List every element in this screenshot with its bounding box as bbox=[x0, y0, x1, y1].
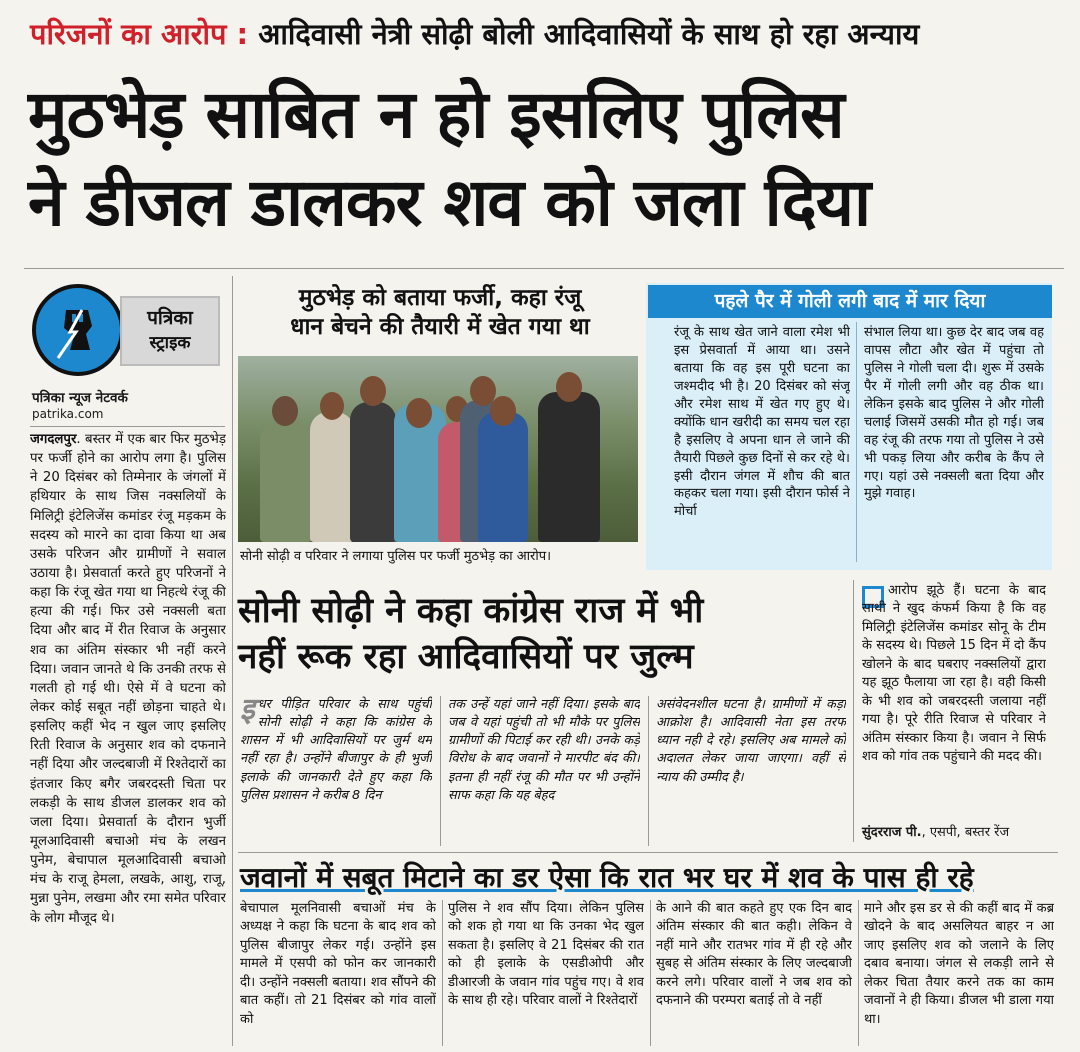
bottom-story-col-2: पुलिस ने शव सौंप दिया। लेकिन पुलिस को शक हो गया था कि उनका भेद खुल सकता है। इसलिए वे 21 दिसंबर की रात को ही इलाके के एसडीओपी और डीआरजी के जवान गांव पहुंच गए। वे शव के साथ ही रहे। परिवार वालों ने रिश्तेदारों bbox=[448, 901, 644, 1009]
sp-quote-attribution bbox=[862, 822, 1009, 840]
logo-text-1: पत्रिका bbox=[147, 307, 193, 329]
person-figure bbox=[350, 402, 396, 542]
person-head bbox=[406, 398, 432, 428]
sidebar-box-heading: पहले पैर में गोली लगी बाद में मार दिया bbox=[648, 285, 1052, 318]
column-divider bbox=[858, 900, 859, 1046]
person-figure bbox=[478, 412, 528, 542]
left-column-article bbox=[30, 430, 226, 1050]
soni-story-col-2: तक उन्हें यहां जाने नहीं दिया। इसके बाद जब वे यहां पहुंची तो भी मौके पर पुलिस ग्रामीणों की पिटाई कर रही थी। उनके कड़े विरोध के बाद जवानों ने मारपीट बंद की। इतना ही नहीं रंजू की मौत पर भी उन्होंने साफ कहा कि यह बेहद bbox=[448, 697, 640, 803]
left-column-body: . बस्तर में एक बार फिर मुठभेड़ पर फर्जी होने का आरोप लगा है। पुलिस ने 20 दिसंबर को तिम्मेनार के जंगलों में हथियार के साथ जिस नक्सलियों के मिलिट्री इंटेलिजेंस कमांडर रंजू मड़कम के सदस्य को मारने का दावा किया था अब उसके परिजन और ग्रामीणों ने सवाल उठाया है। प्रेसवार्ता करते हुए परिजनों ने कहा कि रंजू खेत गया था निहत्थे रंजू की हत्या की गई। फिर उसे नक्सली बता दिया और बाद में रीत रिवाज के अनुसार शव का अंतिम संस्कार भी नहीं करने दिया। जवान जानते थे कि उनकी तरफ से गलती हो गई थी। ऐसे में वे घटना को लेकर कोई सबूत नहीं छोड़ना चाहते थे। इसलिए कहीं भेद न खुल जाए इसलिए रिती रिवाज के अनुसार शव को दफनाने नहीं दिया और जल्दबाजी में रिश्तेदारों का इंतजार किए बगैर जबरदस्ती चिता पर लकड़ी के साथ डीजल डालकर शव को जला दिया। प्रेसवार्ता के दौरान भुर्जी मूलआदिवासी बचाओ मंच के लखन पुनेम, बेचापाल मूलआदिवासी बचाओ मंच के राजू हेमला, लखके, आशु, राजू, मुन्ना पुनेम, लखमा और रमा समेत परिवार के लोग मौजूद थे। bbox=[30, 432, 226, 926]
bottom-story-col-3: के आने की बात कहते हुए एक दिन बाद अंतिम संस्कार की बात कही। लेकिन वे नहीं माने और रातभर गांव में ही रहे और सुबह से अंतिम संस्कार के लिए जल्दबाजी करने लगे। परिवार वालों ने जब शव को दफनाने की परम्परा बताई तो वे नहीं bbox=[656, 901, 852, 1009]
person-figure bbox=[310, 412, 354, 542]
soni-story-col-3: असंवेदनशील घटना है। ग्रामीणों में कड़ा आक्रोश है। आदिवासी नेता इस तरफ ध्यान नही दे रहे। इसलिए अब मामले को अदालत लेकर जाया जाएगा। वहीं से न्याय की उम्मीद है। bbox=[656, 697, 846, 785]
soni-story-heading-2: नहीं रूक रहा आदिवासियों पर जुल्म bbox=[238, 637, 694, 677]
person-head bbox=[490, 396, 516, 426]
column-divider bbox=[440, 696, 441, 846]
kicker-label: परिजनों का आरोप bbox=[30, 17, 227, 51]
kicker-text: आदिवासी नेत्री सोढ़ी बोली आदिवासियों के साथ हो रहा अन्याय bbox=[258, 17, 920, 51]
sidebar-box-col-1: रंजू के साथ खेत जाने वाला रमेश भी इस प्रेसवार्ता में आया था। उसने बताया कि वह इस पूरी घटना का जश्मदीद भी है। 20 दिसंबर को संजू और रमेश साथ में खेत गए हुए थे। क्योंकि धान खरीदी का समय चल रहा है इसलिए वे अपना धान ले जाने की तैयारी पिछले कुछ दिनों से कर रहे थे। इसी दौरान जंगल में शौच की बात कहकर चला गया। इसी दौरान फोर्स ने मोर्चा bbox=[674, 325, 850, 520]
logo-badge bbox=[120, 296, 220, 366]
person-head bbox=[360, 376, 386, 406]
dateline: जगदलपुर bbox=[30, 432, 77, 447]
soni-story-col-1 bbox=[240, 696, 432, 846]
divider bbox=[238, 852, 1058, 853]
photo-caption: सोनी सोढ़ी व परिवार ने लगाया पुलिस पर फर्जी मुठभेड़ का आरोप। bbox=[240, 549, 552, 564]
headline-line-2: ने डीजल डालकर शव को जला दिया bbox=[28, 164, 871, 241]
sidebar-box-divider bbox=[856, 322, 857, 562]
column-divider-left bbox=[232, 276, 233, 1046]
person-figure bbox=[260, 422, 312, 542]
family-photo bbox=[238, 356, 638, 542]
bottom-story-heading bbox=[240, 858, 974, 896]
bottom-story-col-4: माने और इस डर से की कहीं बाद में कब्र खोदने के बाद असलियत बाहर न आ जाए इसलिए शव को जलाने के लिए दबाव बनाया। जंगल से लकड़ी लाने से लेकर चिता तैयार करने तक का काम जवानों ने ही किया। डीजल भी डाला गया था। bbox=[864, 901, 1054, 1027]
column-divider bbox=[853, 580, 854, 842]
logo-text-2: स्ट्राइक bbox=[149, 333, 191, 353]
person-figure bbox=[538, 392, 600, 542]
bottom-story-col-1: बेचापाल मूलनिवासी बचाओं मंच के अध्यक्ष ने कहा कि घटना के बाद शव को पुलिस बीजापुर लेकर गई। उन्होंने इस मामले में एसपी को फोन कर जानकारी दी। उन्होंने नक्सली बताया। शव सौंपने की बात कहीं। तो 21 दिसंबर को गांव वालों को bbox=[240, 901, 436, 1027]
column-divider bbox=[442, 900, 443, 1046]
column-divider bbox=[650, 900, 651, 1046]
byline-site: patrika.com bbox=[32, 407, 104, 421]
sp-name: सुंदरराज पी. bbox=[862, 825, 922, 840]
bottom-story-heading-text: जवानों में सबूत मिटाने का डर ऐसा कि रात भर घर में शव के पास ही रहे bbox=[240, 861, 974, 894]
soni-story-heading-1: सोनी सोढ़ी ने कहा कांग्रेस राज में भी bbox=[238, 591, 704, 631]
byline-rule bbox=[30, 426, 225, 427]
patrika-strike-logo bbox=[32, 284, 124, 376]
column-divider bbox=[648, 696, 649, 846]
kicker bbox=[30, 14, 919, 53]
headline-line-1: मुठभेड़ साबित न हो इसलिए पुलिस bbox=[28, 76, 844, 153]
person-head bbox=[320, 392, 344, 420]
sp-quote-text: आरोप झूठे हैं। घटना के बाद साथी ने खुद कंफर्म किया है कि वह मिलिट्री इंटेलिजेंस कमांडर सोनू के टीम के सदस्य थे। पिछले 15 दिन में दो कैंप खोलने के बाद घबराए नक्सलियों द्वारा यह झूठ फैलाया जा रहा है। वही किसी के भी शव को जबरदस्ती जलाया नहीं गया है। पूरे रीति रिवाज से परिवार ने अंतिम संस्कार किया है। जवान ने सिर्फ शव को गांव तक पहुंचाने की मदद की। bbox=[862, 583, 1046, 765]
person-head bbox=[556, 372, 582, 402]
sp-title: , एसपी, बस्तर रेंज bbox=[921, 825, 1010, 840]
person-head bbox=[272, 396, 298, 426]
soni-story-col-1-text: धर पीड़ित परिवार के साथ पहुंची सोनी सोढ़ी ने कहा कि कांग्रेस के शासन में भी आदिवासियों पर जुर्म थम नहीं रहा है। उन्होंने बीजापुर के ही भुर्जी इलाके की जानकारी देते हुए कहा कि पुलिस प्रशासन ने करीब 8 दिन bbox=[240, 697, 432, 803]
sidebar-box-col-2: संभाल लिया था। कुछ देर बाद जब वह वापस लौटा और खेत में पहुंचा तो पुलिस ने गोली चला दी। शुरू में उसके पैर में गोली लगी और वह ठीक था। लेकिन इसके बाद पुलिस ने और गोली चलाई जिसमें उसकी मौत हो गई। जब वह रंजू की तरफ गया तो पुलिस ने उसे भी पकड़ लिया और करीब के कैंप ले गए। यहां उसे नक्सली बता दिया और मुझे गवाह। bbox=[864, 325, 1044, 502]
dropcap: इ bbox=[240, 696, 255, 727]
photo-story-subhead: मुठभेड़ को बताया फर्जी, कहा रंजू धान बेचने की तैयारी में खेत गया था bbox=[290, 285, 590, 340]
kicker-separator: : bbox=[226, 17, 259, 51]
byline-network: पत्रिका न्यूज नेटवर्क bbox=[32, 390, 128, 406]
raised-fist-icon bbox=[36, 288, 120, 372]
divider bbox=[24, 268, 1064, 269]
